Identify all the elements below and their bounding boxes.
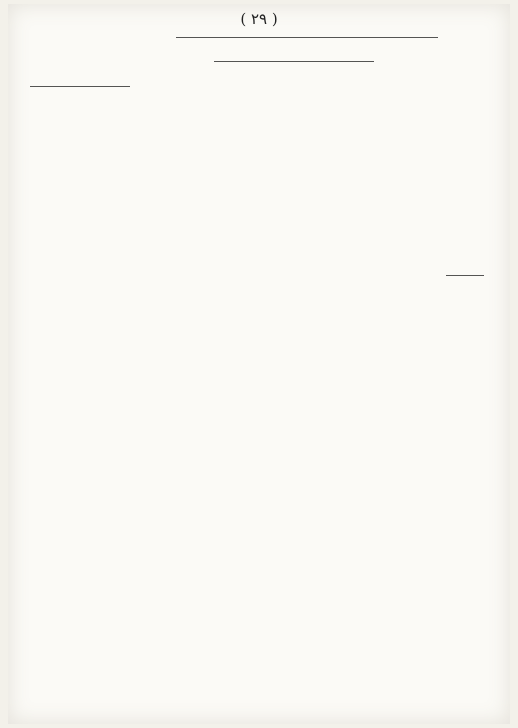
body-line — [32, 567, 510, 590]
body-line — [32, 150, 510, 173]
body-line — [32, 706, 510, 728]
body-line — [32, 196, 510, 219]
body-line — [32, 405, 510, 428]
body-line — [32, 220, 510, 243]
body-line — [32, 544, 510, 567]
body-line — [32, 359, 510, 382]
strikethrough-mark — [446, 275, 484, 276]
body-line — [32, 683, 510, 706]
body-line — [32, 451, 510, 474]
body-line — [32, 521, 510, 544]
body-line — [32, 428, 510, 451]
body-line — [32, 127, 510, 150]
body-line — [32, 382, 510, 405]
body-line — [32, 475, 510, 498]
body-line — [32, 335, 510, 358]
body-line — [32, 614, 510, 637]
strikethrough-mark — [176, 37, 438, 38]
body-line — [32, 591, 510, 614]
page-number: ( ٢٩ ) — [240, 10, 278, 28]
body-line — [32, 660, 510, 683]
body-line — [32, 312, 510, 335]
strikethrough-mark — [30, 86, 130, 87]
body-line — [32, 637, 510, 660]
body-line — [32, 243, 510, 266]
manuscript-body-text — [32, 34, 510, 728]
paper-sheet — [8, 4, 510, 724]
body-line — [32, 289, 510, 312]
strikethrough-mark — [214, 61, 374, 62]
body-line — [32, 173, 510, 196]
body-line — [32, 104, 510, 127]
body-line — [32, 80, 510, 103]
body-line — [32, 498, 510, 521]
body-line — [32, 266, 510, 289]
